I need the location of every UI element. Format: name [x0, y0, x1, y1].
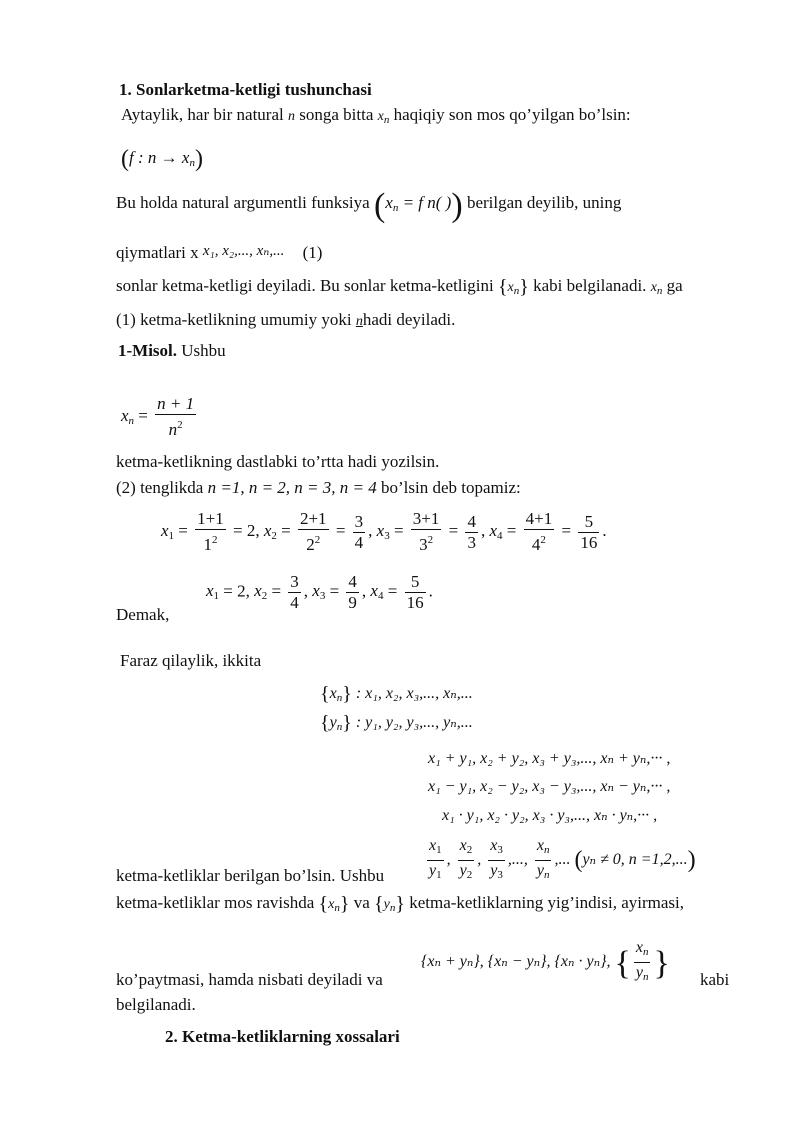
general-term-n: n — [355, 314, 363, 329]
map-formula: (f : $n \to x_n$) — [121, 146, 203, 172]
example-formula-lhs: x — [121, 405, 129, 425]
equation-number-1: (1) — [302, 243, 323, 262]
calc-2-rden: 4 — [354, 532, 364, 552]
intro-text-post: haqiqiy son mos qo’yilgan bo’lsin: — [393, 105, 631, 124]
calculation-row: $x_1$ = $\frac{1+1}{1^2}$ = 2, $x_2$ = $\frac{2+1}{2^2}$ = $\frac{3}{4}$ , $x_3$ = $\frac{3+1}{3^2}$ = $\frac{4}{3}$ , $x_4$ = $\frac{4+1}{4^2}$ = $\frac{5}{16}$ . — [161, 509, 607, 554]
calc-4-den: 4 — [531, 535, 541, 554]
result-2-num: 3 — [290, 572, 299, 591]
calc-3-den: 3 — [419, 535, 428, 554]
operations-post: ketma-ketliklarning yig’indisi, ayirmasi, — [409, 893, 684, 912]
belgilanadi-text: belgilanadi. — [116, 995, 196, 1014]
example-formula-fraction: $\frac{n + 1}{n^2}$ — [157, 394, 195, 439]
faraz-intro: Faraz qilaylik, ikkita — [120, 651, 262, 670]
calc-4-rden: 16 — [580, 532, 598, 552]
example-label-line — [118, 341, 226, 361]
calc-2-eq: = — [335, 520, 346, 540]
section-heading-1: 1. Sonlarketma-ketligi tushunchasi — [119, 80, 372, 99]
calc-4-eq: = — [561, 520, 572, 540]
function-line: Bu holda natural argumentli funksiya ($x_n = f$ n( )) berilgan deyilib, uning — [116, 187, 622, 224]
example-formula-num: n + 1 — [157, 394, 195, 413]
calc-4-rnum: 5 — [578, 512, 599, 533]
sequence-product: x₁ · y₁, x₂ · y₂, x₃ · y₃,..., xₙ · yₙ,··· , — [442, 807, 658, 824]
sequence-def-xn: x — [650, 280, 657, 295]
calc-3-num: 3+1 — [412, 509, 440, 528]
values-sequence: x₁, x₂,..., xₙ,... — [202, 243, 285, 259]
result-4-num: 5 — [405, 572, 426, 593]
calc-2-num: 2+1 — [299, 509, 327, 528]
section-heading-2: 2. Ketma-ketliklarning xossalari — [165, 1027, 400, 1046]
product-text: ko’paytmasi, hamda nisbati deyiladi va — [116, 970, 383, 989]
substitution-pre: (2) tenglikda — [116, 478, 204, 497]
demak-label: Demak, — [116, 605, 170, 624]
example-task-text: ketma-ketlikning dastlabki to’rtta hadi yozilsin. — [116, 452, 440, 471]
kabi-text: kabi — [700, 970, 730, 989]
operations-va: va — [353, 893, 370, 912]
intro-xn: x — [377, 109, 384, 124]
values-line-pre: qiymatlari x — [116, 243, 199, 262]
operations-notation: {xₙ + yₙ}, {xₙ − yₙ}, {xₙ · yₙ}, { $\frac{x_n}{y_n}$ } — [421, 939, 670, 983]
result-row: $x_1 = 2$, $x_2$ = $\frac{3}{4}$ , $x_3$ = $\frac{4}{9}$ , $x_4$ = $\frac{5}{16}$ . — [206, 572, 433, 612]
substitution-values: n =1, n = 2, n = 3, n = 4 — [207, 478, 377, 497]
result-3-den: 9 — [348, 593, 357, 612]
result-2-den: 4 — [290, 593, 299, 612]
example-label-post: Ushbu — [181, 341, 226, 360]
example-formula: $x_n$ = $\frac{n + 1}{n^2}$ — [121, 394, 195, 439]
sequence-y: $\{y_n\}$ : y₁, y₂, y₃,..., yₙ,... — [320, 712, 473, 734]
quotient-condition: yₙ ≠ 0, n =1,2,... — [582, 851, 688, 869]
calc-2-rnum: 3 — [354, 511, 364, 531]
calc-1-eq: = 2, — [232, 520, 260, 540]
intro-n: n — [287, 109, 295, 124]
calc-2-den: 2 — [306, 535, 315, 554]
result-1: 2, — [237, 581, 250, 601]
result-4-den: 16 — [406, 593, 424, 612]
intro-line: Aytaylik, har bir natural n songa bitta $x_n$ haqiqiy son mos qo’yilgan bo’lsin: — [121, 105, 631, 126]
general-term-post: hadi deyiladi. — [362, 310, 456, 329]
sequence-sum: x₁ + y₁, x₂ + y₂, x₃ + y₃,..., xₙ + yₙ,··· , — [428, 750, 671, 767]
example-substitution-line — [116, 478, 521, 498]
operations-text-line: ketma-ketliklar mos ravishda $\{x_n\}$ va $\{y_n\}$ ketma-ketliklarning yig’indisi, ayirmasi, — [116, 893, 684, 915]
sequence-difference: x₁ − y₁, x₂ − y₂, x₃ − y₃,..., xₙ − yₙ,··· , — [428, 778, 671, 795]
function-formula-rest: = f n( ) — [402, 193, 452, 212]
result-3-num: 4 — [348, 572, 357, 591]
function-line-post: berilgan deyilib, uning — [466, 193, 622, 212]
general-term-pre: (1) ketma-ketlikning umumiy yoki — [116, 310, 352, 329]
sequence-x: $\{x_n\}$ : x₁, x₂, x₃,..., xₙ,... — [320, 683, 473, 705]
substitution-post: bo’lsin deb topamiz: — [380, 478, 521, 497]
calc-1-den: 1 — [203, 535, 212, 554]
general-term-line — [116, 310, 455, 332]
calc-4-num: 4+1 — [525, 509, 553, 528]
calc-1-num: 1+1 — [197, 509, 224, 528]
operations-pre: ketma-ketliklar mos ravishda — [116, 893, 315, 912]
given-sequences-text: ketma-ketliklar berilgan bo’lsin. Ushbu — [116, 866, 385, 885]
calc-3-rnum: 4 — [467, 511, 476, 531]
map-formula-text: f : n → x — [129, 148, 190, 167]
sequence-def-ga: ga — [666, 276, 683, 295]
sequence-x-terms: x₁, x₂, x₃,..., xₙ,... — [365, 685, 473, 702]
values-line — [116, 241, 322, 263]
sequence-def-pre: sonlar ketma-ketligi deyiladi. Bu sonlar ketma-ketligini — [116, 276, 494, 295]
sequence-y-terms: y₁, y₂, y₃,..., yₙ,... — [365, 714, 473, 731]
calc-3-rden: 3 — [467, 532, 476, 552]
sequence-quotient: $\frac{x_1}{y_1}$ , $\frac{x_2}{y_2}$ , $\frac{x_3}{y_3}$ ,..., $\frac{x_n}{y_n}$ ,... (yₙ ≠ 0, n =1,2,...) — [429, 837, 696, 881]
function-line-pre: Bu holda natural argumentli funksiya — [116, 193, 370, 212]
operations-braces: {xₙ + yₙ}, {xₙ − yₙ}, {xₙ · yₙ}, — [421, 953, 611, 971]
sequence-definition-line: sonlar ketma-ketligi deyiladi. Bu sonlar ketma-ketligini $\{x_n\}$ kabi belgilanadi. $x_n$ ga — [116, 276, 683, 298]
intro-text-mid: songa bitta — [299, 105, 374, 124]
example-label: 1-Misol. — [118, 341, 178, 360]
sequence-def-post: kabi belgilanadi. — [533, 276, 647, 295]
function-formula-x: x — [385, 193, 393, 212]
intro-text-pre: Aytaylik, har bir natural — [121, 105, 284, 124]
example-formula-den: n — [168, 420, 178, 439]
calc-3-eq: = — [448, 520, 459, 540]
